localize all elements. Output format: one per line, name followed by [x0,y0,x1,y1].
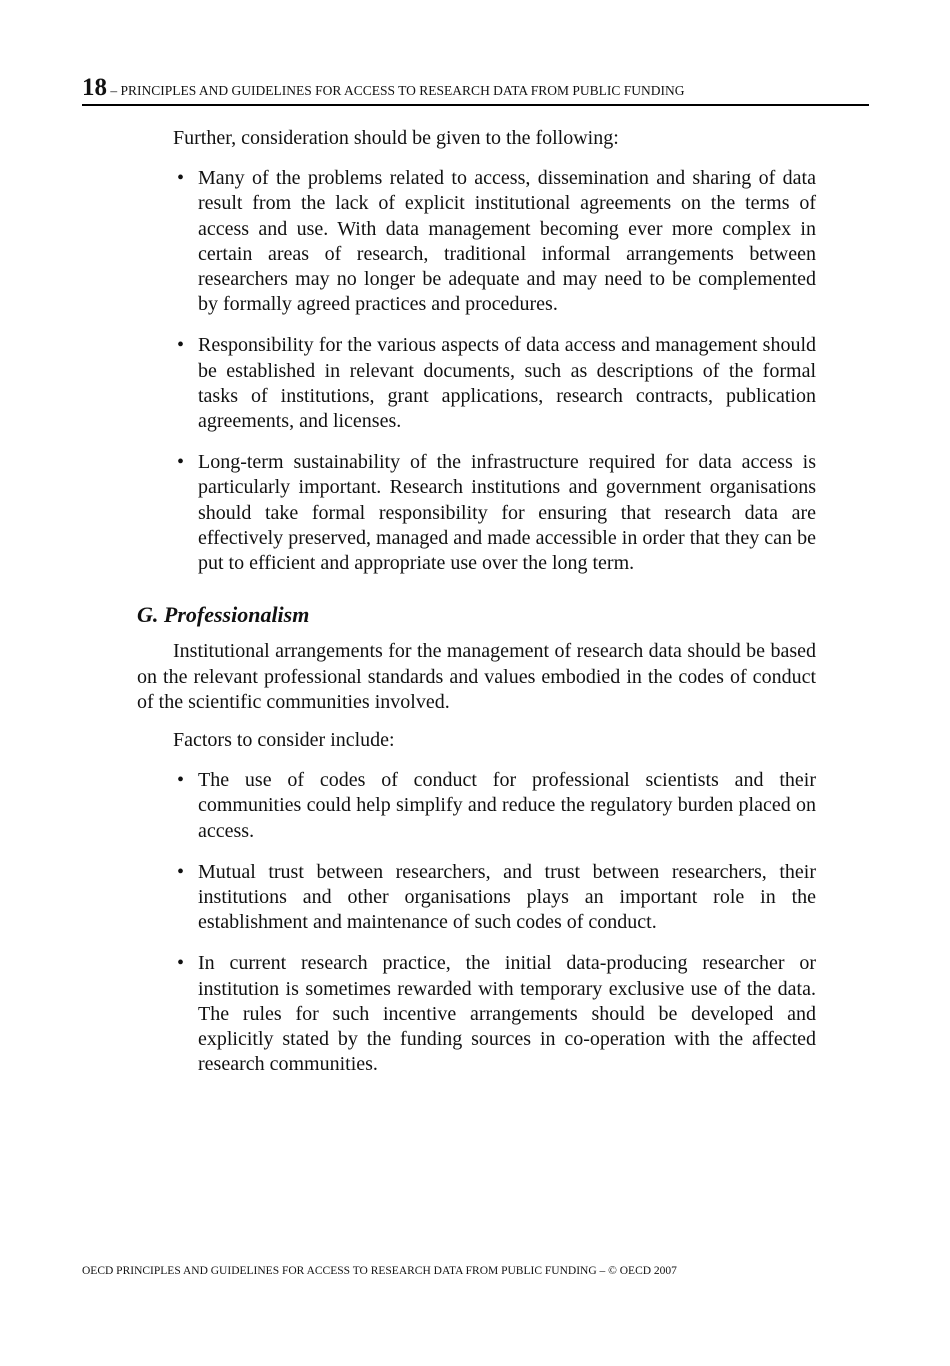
list-item [137,333,816,434]
intro-paragraph: Further, consideration should be given to the following: [173,127,619,149]
page-content [137,126,816,1078]
factors-list [137,768,816,1077]
bullet-icon: • [177,451,185,474]
section-heading: G. Professionalism [137,602,310,628]
list-item [137,951,816,1077]
considerations-list [137,166,816,576]
list-item-text: Long-term sustainability of the infrastructure required for data access is particularly important. Research institutions and government organisations should take formal responsibility for ensuring that research data are effectively preserved, managed and made accessible in order that they can be put to efficient and appropriate use over the long term. [198,451,816,575]
section-paragraph: Institutional arrangements for the management of research data should be based on the relevant professional standards and values embodied in the codes of conduct of the scientific communities involved. [137,640,816,713]
bullet-icon: • [177,167,185,190]
page-header [82,74,869,106]
list-item-text: Many of the problems related to access, dissemination and sharing of data result from the lack of explicit institutional agreements on the terms of access and use. With data management becoming ever more complex in certain areas of research, traditional informal arrangements between researchers may no longer be adequate and may need to be complemented by formally agreed practices and procedures. [198,167,816,316]
bullet-icon: • [177,860,185,883]
factors-intro: Factors to consider include: [173,729,395,752]
page-footer: OECD PRINCIPLES AND GUIDELINES FOR ACCESS TO RESEARCH DATA FROM PUBLIC FUNDING – © OECD 2007 [82,1265,677,1277]
page-number: 18 [82,74,107,101]
bullet-icon: • [177,334,185,357]
bullet-icon: • [177,952,185,975]
list-item-text: Mutual trust between researchers, and trust between researchers, their institutions and other organisations plays an important role in the establishment and maintenance of such codes of conduct. [198,860,816,934]
list-item [137,768,816,844]
list-item-text: Responsibility for the various aspects of data access and management should be established in relevant documents, such as descriptions of the formal tasks of institutions, grant applications, research contracts, publication agreements, and licenses. [198,334,816,433]
list-item [137,450,816,576]
bullet-icon: • [177,769,185,792]
list-item [137,166,816,317]
running-title: – PRINCIPLES AND GUIDELINES FOR ACCESS TO RESEARCH DATA FROM PUBLIC FUNDING [107,83,685,98]
list-item [137,860,816,936]
list-item-text: In current research practice, the initial data-producing researcher or institution is sometimes rewarded with temporary exclusive use of the data. The rules for such incentive arrangements should be developed and explicitly stated by the funding sources in co-operation with the affected research communities. [198,952,816,1076]
list-item-text: The use of codes of conduct for professional scientists and their communities could help simplify and reduce the regulatory burden placed on access. [198,769,816,842]
